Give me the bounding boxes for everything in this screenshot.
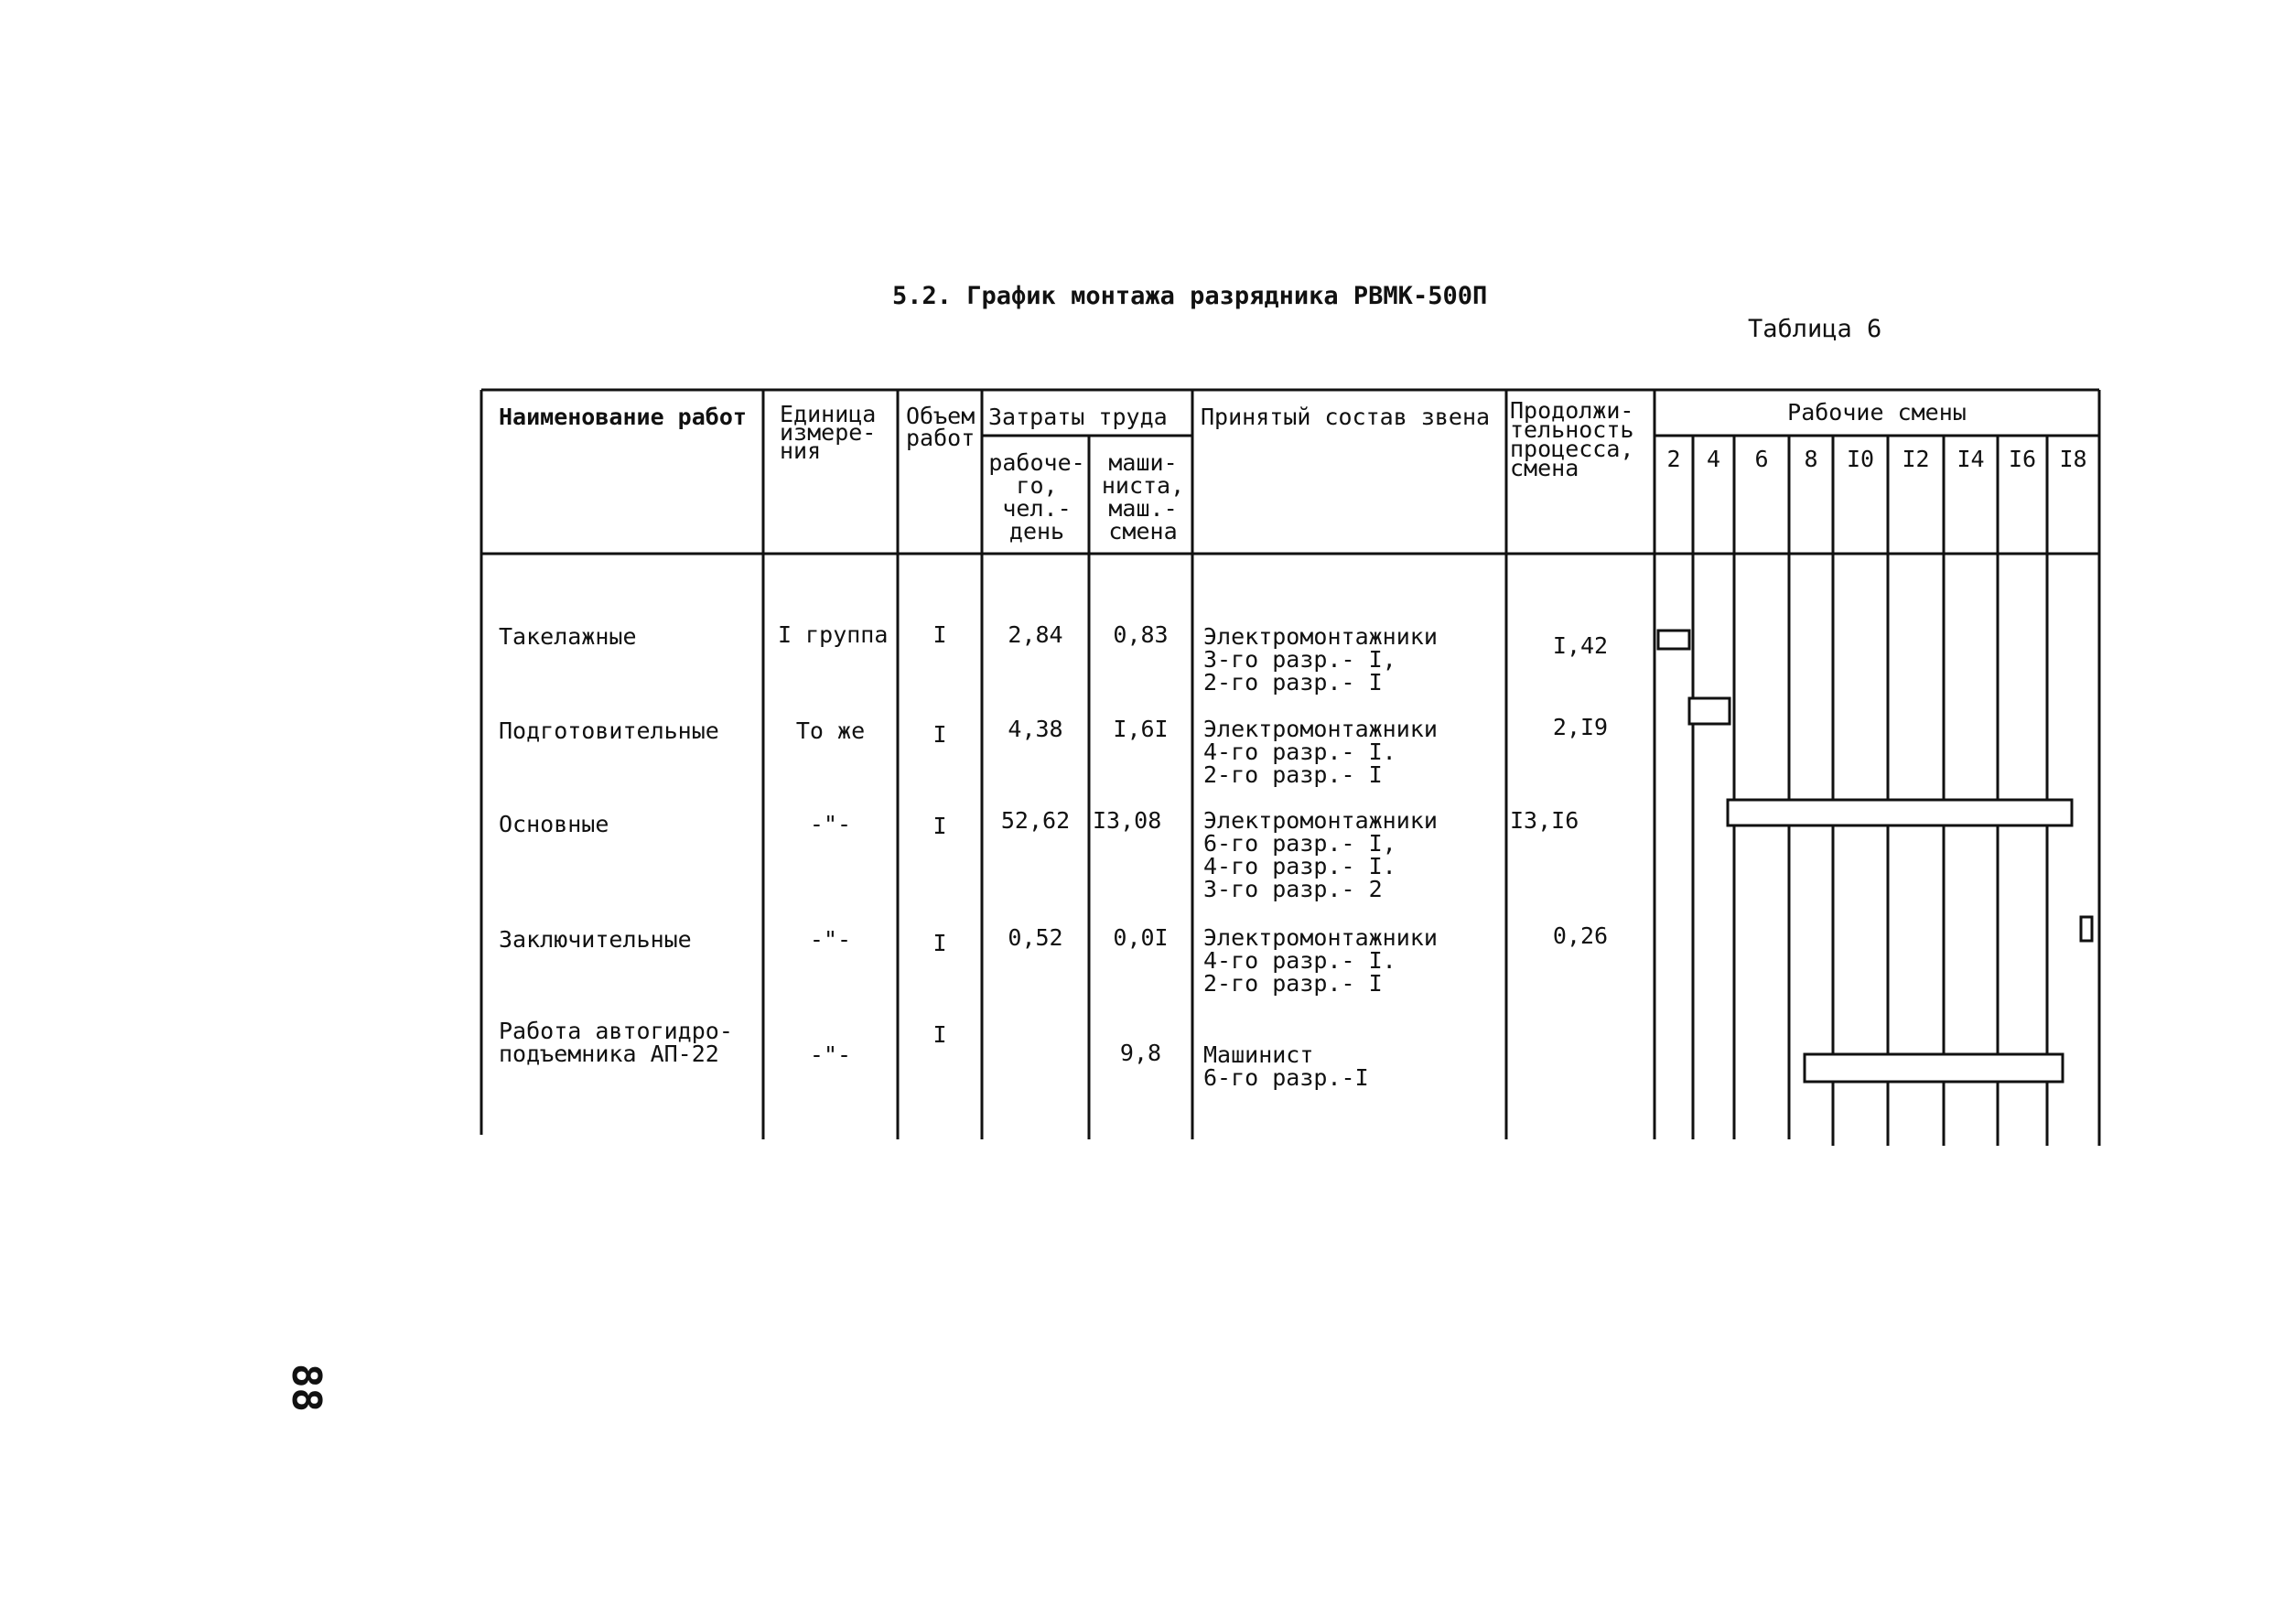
shift-label: 6 [1754, 446, 1769, 472]
shift-label: I8 [2059, 446, 2087, 472]
header-volume: Объем работ [906, 403, 976, 451]
row-unit: -"- [809, 1041, 852, 1068]
row-crew: Электромонтажники 3-го разр.- I, 2-го разр.- I [1203, 623, 1438, 696]
row-volume: I [932, 930, 947, 956]
gantt-bar-main [1728, 800, 2072, 825]
row-worker: 4,38 [1008, 716, 1063, 742]
header-machinist: маши- ниста, маш.- смена [1101, 449, 1185, 545]
shift-label: 8 [1804, 446, 1818, 472]
header-crew: Принятый состав звена [1201, 404, 1491, 430]
gantt-bar-final [2081, 917, 2092, 941]
page-number: 88 [283, 1364, 329, 1412]
header-worker: рабоче- го, чел.- день [988, 449, 1085, 545]
gantt-bar-rigging [1658, 631, 1689, 649]
shift-label: 4 [1706, 446, 1721, 472]
table-number: Таблица 6 [1748, 315, 1882, 343]
row-unit: -"- [809, 926, 852, 953]
header-shifts: Рабочие смены [1787, 399, 1967, 426]
row-worker: 2,84 [1008, 621, 1063, 648]
row-name: Подготовительные [499, 717, 719, 744]
row-unit: I группа [778, 621, 889, 648]
row-name: Основные [499, 811, 609, 837]
row-machinist: 9,8 [1119, 1040, 1162, 1066]
row-crew: Электромонтажники 6-го разр.- I, 4-го разр.- I. 3-го разр.- 2 [1203, 807, 1438, 902]
row-volume: I [932, 813, 947, 839]
row-crew: Электромонтажники 4-го разр.- I. 2-го разр.- I [1203, 924, 1438, 997]
row-duration: 2,I9 [1552, 714, 1609, 740]
shift-label: 2 [1666, 446, 1681, 472]
row-duration: I,42 [1552, 632, 1609, 659]
row-name: Такелажные [499, 623, 637, 650]
row-duration: 0,26 [1552, 922, 1609, 949]
row-machinist: I,6I [1113, 716, 1169, 742]
row-machinist: 0,0I [1113, 924, 1169, 951]
row-volume: I [932, 721, 947, 748]
row-crew: Электромонтажники 4-го разр.- I. 2-го разр.- I [1203, 716, 1438, 788]
document-title: 5.2. График монтажа разрядника РВМК-500П [892, 282, 1488, 310]
row-volume: I [932, 1021, 947, 1048]
row-name: Работа автогидро- подъемника АП-22 [499, 1018, 733, 1067]
row-machinist: 0,83 [1113, 621, 1169, 648]
row-worker: 52,62 [1000, 807, 1071, 834]
header-name: Наименование работ [499, 404, 747, 430]
shift-label: I2 [1902, 446, 1930, 472]
shift-label: I0 [1846, 446, 1875, 472]
shift-label: I6 [2008, 446, 2037, 472]
gantt-bar-preparatory [1689, 698, 1730, 724]
row-worker: 0,52 [1008, 924, 1063, 951]
header-unit: Единица измере- ния [780, 401, 877, 464]
row-unit: То же [795, 717, 866, 744]
header-duration: Продолжи- тельность процесса, смена [1510, 397, 1634, 481]
row-machinist: I3,08 [1093, 807, 1162, 834]
row-name: Заключительные [499, 926, 692, 953]
header-labor: Затраты труда [988, 404, 1168, 430]
row-duration: I3,I6 [1510, 807, 1579, 834]
row-crew: Машинист 6-го разр.-I [1203, 1041, 1369, 1091]
shift-label: I4 [1956, 446, 1985, 472]
gantt-bar-lift [1805, 1054, 2063, 1082]
row-unit: -"- [809, 811, 852, 837]
row-volume: I [932, 621, 947, 648]
